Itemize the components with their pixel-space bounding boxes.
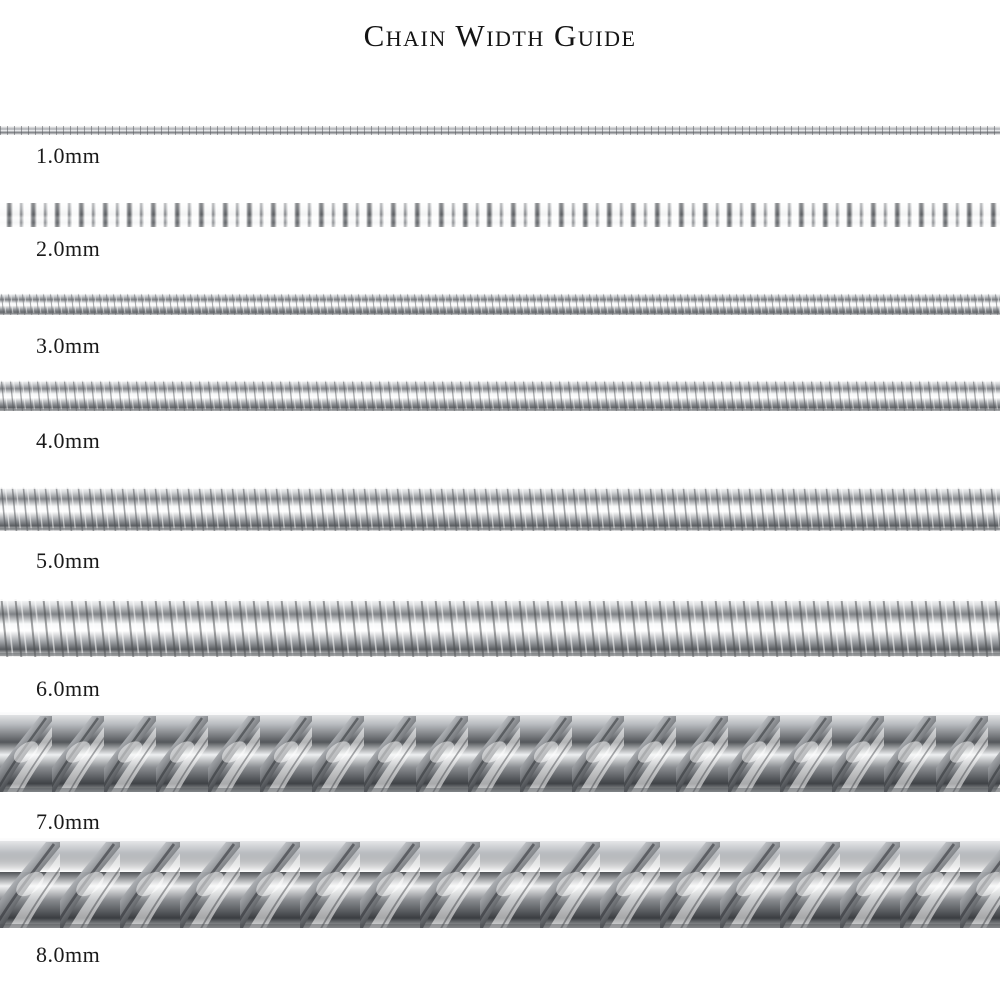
- chain-band-6-0mm: [0, 594, 1000, 664]
- chain-label-5-0mm: 5.0mm: [36, 548, 101, 573]
- rope-chain-texture: [0, 834, 1000, 934]
- chain-band-2-0mm: [0, 203, 1000, 227]
- chain-band-8-0mm: [0, 834, 1000, 934]
- chain-label-2-0mm: 2.0mm: [36, 236, 101, 261]
- chain-band-4-0mm: [0, 376, 1000, 416]
- chain-band-7-0mm: [0, 708, 1000, 798]
- page-title: Chain Width Guide: [363, 18, 637, 53]
- chain-band-5-0mm: [0, 483, 1000, 537]
- chain-band-1-0mm: [0, 126, 1000, 135]
- rope-chain-texture: [0, 708, 1000, 798]
- chain-label-1-0mm: 1.0mm: [36, 143, 101, 168]
- chain-band-3-0mm: [0, 290, 1000, 318]
- cable-chain-texture: [0, 126, 1000, 135]
- chain-label-4-0mm: 4.0mm: [36, 428, 101, 453]
- chain-label-3-0mm: 3.0mm: [36, 333, 101, 358]
- snake-chain-texture: [0, 594, 1000, 664]
- chain-label-7-0mm: 7.0mm: [36, 809, 101, 834]
- snake-chain-texture: [0, 483, 1000, 537]
- chain-label-8-0mm: 8.0mm: [36, 942, 101, 967]
- chain-label-6-0mm: 6.0mm: [36, 676, 101, 701]
- bead-chain-texture: [0, 203, 1000, 227]
- snake-chain-texture: [0, 290, 1000, 318]
- snake-chain-texture: [0, 376, 1000, 416]
